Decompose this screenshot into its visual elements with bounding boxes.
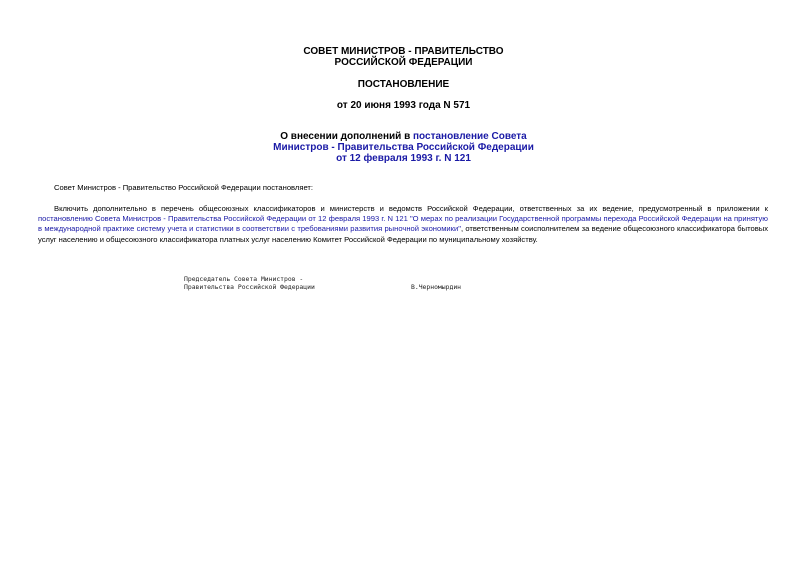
document-type: ПОСТАНОВЛЕНИЕ [357,79,450,90]
document-title-line-2 [0,142,807,153]
signatory-position-line-1: Председатель Совета Министров - [184,275,304,283]
issuer-line-1: СОВЕТ МИНИСТРОВ - ПРАВИТЕЛЬСТВО [303,46,504,57]
document-title-line-3 [0,153,807,164]
title-prefix: О внесении дополнений в [280,131,413,142]
document-date: от 20 июня 1993 года N 571 [336,100,471,111]
intro-paragraph: Совет Министров - Правительство Российской Федерации постановляет: [54,183,314,192]
signatory-position-line-2: Правительства Российской Федерации [184,283,315,291]
title-link-part-2[interactable]: Министров - Правительства Российской Федерации [273,142,534,153]
title-link-part-3[interactable]: от 12 февраля 1993 г. N 121 [336,153,471,164]
document-title-line-1 [0,131,807,142]
main-paragraph [38,204,768,245]
title-link-part-1[interactable]: постановление Совета [413,131,527,142]
issuer-line-2: РОССИЙСКОЙ ФЕДЕРАЦИИ [334,57,473,68]
decree-121-link[interactable]: постановлению Совета Министров - Правительства Российской Федерации от 12 февраля 1993 г. N 121 "О мерах по реализации Государственной программы перехода Российской Федерации на принятую в международной практике систему учета и статистики в соответствии с требованиями развития рыночной экономики" [38,214,768,234]
main-paragraph-start: Включить дополнительно в перечень общесоюзных классификаторов и министерств и ведомств Российской Федерации, ответственных за их ведение, предусмотренный в приложении к [54,204,768,213]
main-paragraph-end: , ответственным соисполнителем за ведение общесоюзного классификатора бытовых услуг населению и общесоюзного классификатора платных услуг населению Комитет Российской Федерации по муниципальному хозяйству. [38,224,768,244]
signatory-name: В.Черномырдин [411,283,462,291]
